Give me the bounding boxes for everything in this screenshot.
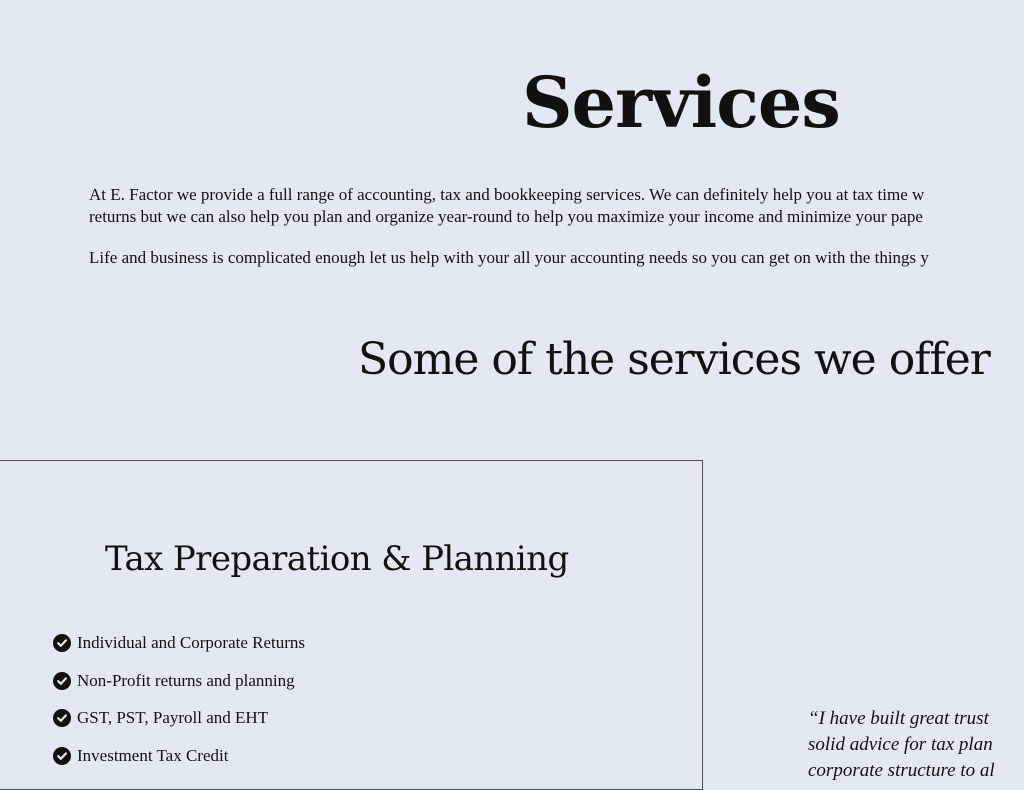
service-list-item <box>53 631 305 655</box>
testimonial-line-2: solid advice for tax plan <box>808 734 993 755</box>
service-list-item <box>53 706 305 730</box>
testimonial-line-3: corporate structure to al <box>808 760 995 781</box>
testimonial-line-1: “I have built great trust <box>808 708 989 729</box>
testimonial-quote <box>808 706 995 784</box>
intro-paragraph-1 <box>89 184 1024 228</box>
check-circle-icon <box>53 747 71 765</box>
check-circle-icon <box>53 634 71 652</box>
service-list <box>53 631 305 781</box>
page-title: Services <box>522 61 840 144</box>
intro-text <box>89 184 1024 269</box>
intro-paragraph-2: Life and business is complicated enough let us help with your all your accounting needs so you can get on with the things y <box>89 248 929 267</box>
check-circle-icon <box>53 672 71 690</box>
service-item-text: Non-Profit returns and planning <box>77 670 295 690</box>
service-list-item <box>53 744 305 768</box>
intro-paragraph-1-line-2: returns but we can also help you plan and organize year-round to help you maximize your income and minimize your pape <box>89 207 923 226</box>
service-item-text: Individual and Corporate Returns <box>77 633 306 652</box>
tax-preparation-card <box>0 460 703 790</box>
services-heading: Some of the services we offer <box>358 334 990 385</box>
intro-paragraph-1-line-1: At E. Factor we provide a full range of accounting, tax and bookkeeping services. We can definitely help you at tax time w <box>89 185 925 204</box>
service-item-text: Investment Tax Credit <box>77 745 229 765</box>
check-circle-icon <box>53 709 71 727</box>
service-list-item <box>53 669 305 693</box>
service-item-text: GST, PST, Payroll and EHT <box>77 708 269 727</box>
service-card-title: Tax Preparation & Planning <box>105 539 569 579</box>
